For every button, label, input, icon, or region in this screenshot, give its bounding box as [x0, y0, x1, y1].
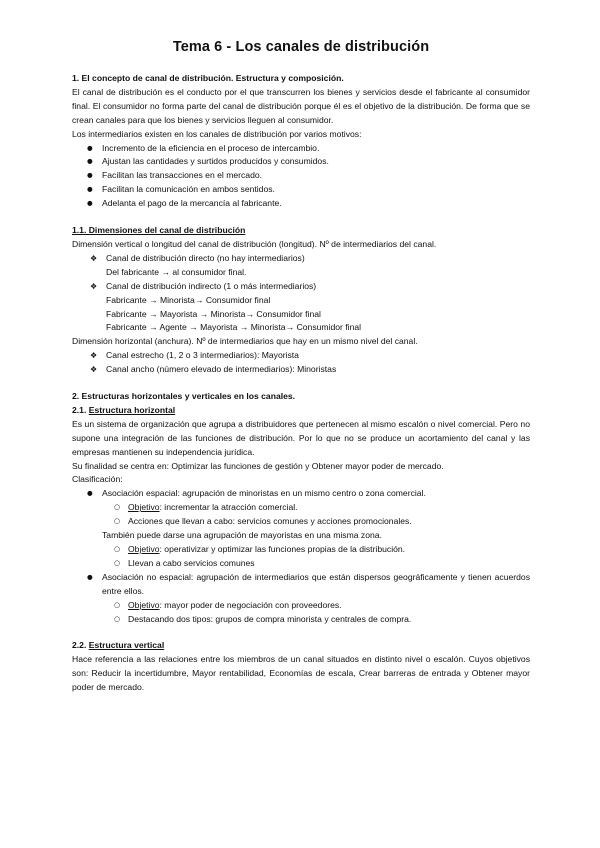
list-item-nonspatial-association: ● Asociación no espacial: agrupación de intermediarios que están dispersos geográficamente y tienen acuerdos entre ellos. — [72, 571, 530, 599]
section-2-1-paragraph-1: Es un sistema de organización que agrupa a distribuidores que pertenecen al mismo escalón o nivel comercial. Pero no supone una integración de las funciones de distribución. Por lo que no se produce un acortamiento del canal y las empresas mantienen su independencia jurídica. — [72, 418, 530, 457]
indirect-channel-flow-3: Fabricante → Agente → Mayorista → Minorista→ Consumidor final — [106, 322, 362, 333]
list-item-spatial-objective — [72, 501, 530, 515]
list-item-nonspatial-objective — [72, 599, 530, 613]
document-title: Tema 6 - Los canales de distribución — [172, 39, 430, 55]
section-1-1-heading: 1.1. Dimensiones del canal de distribución — [72, 225, 246, 236]
horizontal-dimension-text: Dimensión horizontal (anchura). Nº de intermediarios que hay en un mismo nivel del canal. — [72, 336, 418, 347]
wholesale-grouping-text: También puede darse una agrupación de mayoristas en una misma zona. — [102, 530, 382, 541]
section-2-heading: 2. Estructuras horizontales y verticales en los canales. — [72, 391, 296, 402]
section-2-2-heading — [72, 639, 530, 653]
section-2-2-number: 2.2. — [72, 640, 87, 651]
list-item: ● Ajustan las cantidades y surtidos producidos y consumidos. — [72, 155, 530, 169]
objective-text: : operativizar y optimizar las funciones propias de la distribución. — [159, 544, 406, 554]
list-item: ● Incremento de la eficiencia en el proceso de intercambio. — [72, 142, 530, 156]
direct-channel-flow: Del fabricante → al consumidor final. — [106, 266, 247, 277]
section-1-bullet-list — [72, 142, 530, 212]
section-2-1-heading — [72, 404, 530, 418]
section-2-1-number: 2.1. — [72, 404, 87, 415]
wholesale-sublist — [72, 543, 530, 571]
section-2-2-title: Estructura vertical — [88, 640, 165, 651]
classification-list — [72, 487, 530, 501]
list-item-wholesale-objective — [72, 543, 530, 557]
list-item-spatial-association: ● Asociación espacial: agrupación de minoristas en un mismo centro o zona comercial. — [72, 487, 530, 501]
horizontal-dimension-list — [72, 349, 530, 377]
list-item-wide-channel: ❖ Canal ancho (número elevado de intermediarios): Minoristas — [72, 363, 530, 377]
objective-label: Objetivo — [128, 599, 160, 610]
vertical-dimension-list — [72, 252, 530, 266]
vertical-dimension-text: Dimensión vertical o longitud del canal de distribución (longitud). Nº de intermediarios del canal. — [72, 238, 437, 249]
objective-text: : mayor poder de negociación con proveedores. — [159, 599, 342, 610]
section-1-heading: 1. El concepto de canal de distribución. Estructura y composición. — [72, 73, 344, 83]
list-item-direct-channel: ❖ Canal de distribución directo (no hay intermediarios) — [72, 252, 530, 266]
list-item-indirect-channel: ❖ Canal de distribución indirecto (1 o más intermediarios) — [72, 280, 530, 294]
objective-label: Objetivo — [128, 502, 160, 513]
section-1-paragraph-1: El canal de distribución es el conducto por el que transcurren los bienes y servicios desde el fabricante al consumidor final. El consumidor no forma parte del canal de distribución porque él es el objetivo de la distribución. De forma que se crean canales para que los bienes y servicios lleguen al consumidor. — [72, 86, 530, 125]
list-item-narrow-channel: ❖ Canal estrecho (1, 2 o 3 intermediarios): Mayorista — [72, 349, 530, 363]
section-2-1-paragraph-3: Clasificación: — [72, 474, 123, 485]
list-item-spatial-actions: ○ Acciones que llevan a cabo: servicios comunes y acciones promocionales. — [72, 515, 530, 529]
section-2-2-paragraph: Hace referencia a las relaciones entre los miembros de un canal situados en distinto nivel o escalón. Cuyos objetivos son: Reducir la incertidumbre, Mayor rentabilidad, Economías de escala, Crear barreras de entrada y Obtener mayor poder de mercado. — [72, 654, 530, 693]
list-item: ● Facilitan la comunicación en ambos sentidos. — [72, 183, 530, 197]
section-2-1-title: Estructura horizontal — [88, 404, 176, 415]
list-item: ● Adelanta el pago de la mercancía al fabricante. — [72, 197, 530, 211]
spatial-sublist — [72, 501, 530, 529]
list-item: ● Facilitan las transacciones en el mercado. — [72, 169, 530, 183]
section-2-1-paragraph-2: Su finalidad se centra en: Optimizar las funciones de gestión y Obtener mayor poder de mercado. — [72, 460, 444, 471]
objective-label: Objetivo — [128, 544, 160, 554]
objective-text: : incrementar la atracción comercial. — [159, 502, 298, 513]
list-item-nonspatial-types: ○ Destacando dos tipos: grupos de compra minorista y centrales de compra. — [72, 613, 530, 627]
indirect-channel-list — [72, 280, 530, 294]
nonspatial-sublist — [72, 599, 530, 627]
indirect-channel-flow-1: Fabricante → Minorista→ Consumidor final — [106, 294, 271, 305]
nonspatial-list — [72, 571, 530, 599]
indirect-channel-flow-2: Fabricante → Mayorista → Minorista→ Consumidor final — [106, 308, 321, 319]
list-item-wholesale-services: ○ Llevan a cabo servicios comunes — [72, 557, 530, 571]
section-1-paragraph-2: Los intermediarios existen en los canales de distribución por varios motivos: — [72, 128, 362, 139]
